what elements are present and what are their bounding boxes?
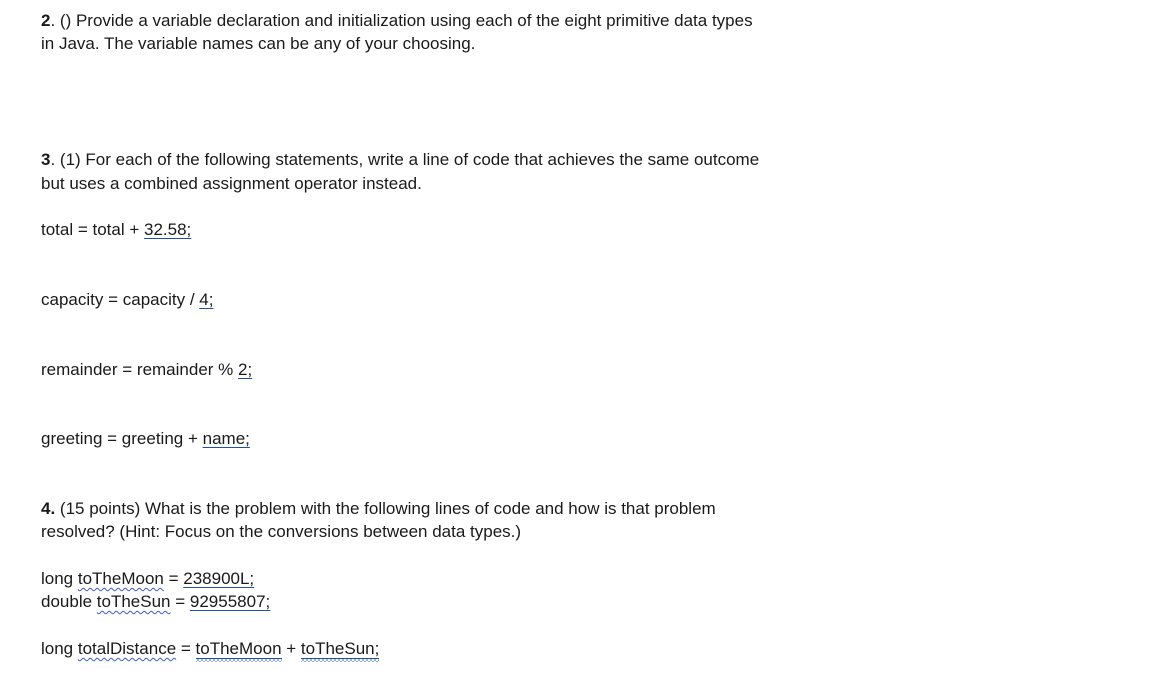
q4-line-1 xyxy=(41,497,716,520)
code-value: 238900L; xyxy=(183,569,255,588)
statement-lhs: total = total + xyxy=(41,220,145,239)
statement-value: 2; xyxy=(238,360,253,379)
code-type: double xyxy=(41,592,97,611)
statement-lhs: remainder = remainder % xyxy=(41,360,239,379)
code-variable: toTheMoon xyxy=(77,569,164,588)
code-operand-text: toTheSun; xyxy=(300,639,380,658)
q3-text-1: . (1) For each of the following statements, write a line of code that achieves the same outcome xyxy=(50,150,760,169)
statement-value: 4; xyxy=(199,290,214,309)
statement-lhs: greeting = greeting + xyxy=(41,429,203,448)
q4-code-line-2 xyxy=(41,590,270,613)
q4-code-line-3 xyxy=(41,637,379,660)
q3-statement-remainder xyxy=(41,358,252,381)
q4-text-1: (15 points) What is the problem with the following lines of code and how is that problem xyxy=(55,499,716,518)
code-operand xyxy=(301,637,379,660)
q3-line-2 xyxy=(41,172,422,195)
q2-line-2 xyxy=(41,32,475,55)
code-equals: = xyxy=(170,592,190,611)
q2-line-1 xyxy=(41,9,753,32)
q3-statement-capacity xyxy=(41,288,213,311)
code-variable: totalDistance xyxy=(77,639,177,658)
code-value: 92955807; xyxy=(189,592,271,611)
statement-value: name; xyxy=(202,429,250,448)
code-plus: + xyxy=(281,639,301,658)
q3-statement-total xyxy=(41,218,191,241)
q4-code-line-1 xyxy=(41,567,254,590)
code-equals: = xyxy=(176,639,196,658)
q4-line-2 xyxy=(41,520,521,543)
q3-statement-greeting xyxy=(41,427,250,450)
q2-text-2: in Java. The variable names can be any of your choosing. xyxy=(41,34,476,53)
code-equals: = xyxy=(163,569,184,588)
code-type: long xyxy=(41,639,78,658)
q2-number: 2 xyxy=(41,11,51,30)
code-variable: toTheSun xyxy=(96,592,171,611)
q3-text-2: but uses a combined assignment operator instead. xyxy=(41,174,422,193)
q3-number: 3 xyxy=(41,150,51,169)
q3-line-1 xyxy=(41,148,759,171)
code-operand-text: toTheMoon xyxy=(195,639,282,658)
q2-text-1: . () Provide a variable declaration and initialization using each of the eight primitive data types xyxy=(50,11,753,30)
q4-text-2: resolved? (Hint: Focus on the conversions between data types.) xyxy=(41,522,522,541)
code-type: long xyxy=(41,569,78,588)
statement-value: 32.58; xyxy=(144,220,192,239)
statement-lhs: capacity = capacity / xyxy=(41,290,200,309)
code-operand xyxy=(196,637,282,660)
q4-number: 4. xyxy=(41,499,56,518)
